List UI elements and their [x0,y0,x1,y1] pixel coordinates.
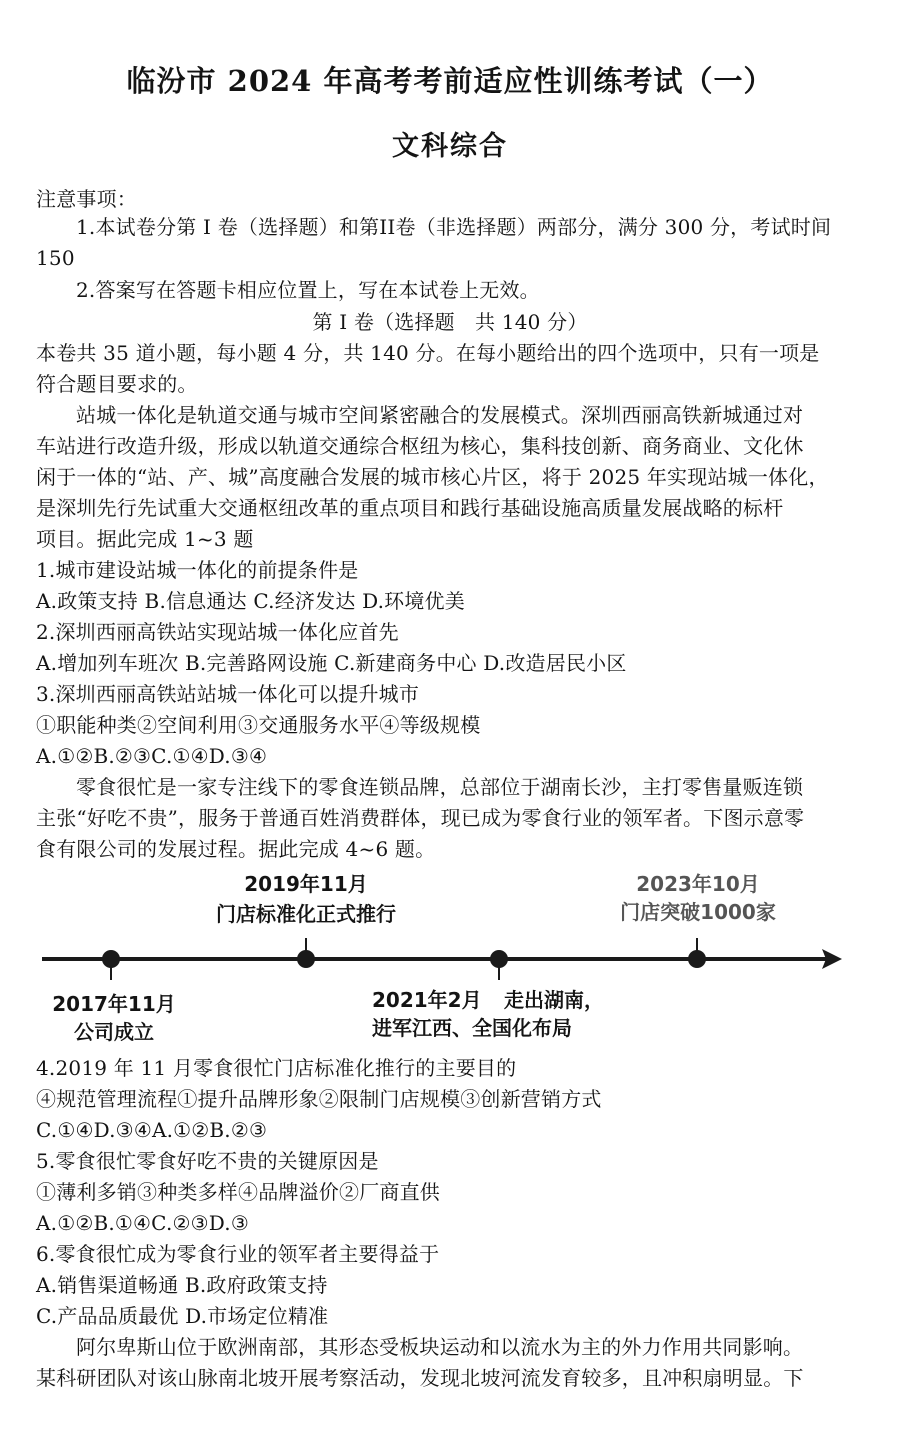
question-options: C.产品品质最优 D.市场定位精准 [36,1304,329,1328]
timeline-dot-2019 [297,950,315,968]
question-items: ①薄利多销③种类多样④品牌溢价②厂商直供 [36,1180,440,1204]
passage-line: 主张“好吃不贵”，服务于普通百姓消费群体，现已成为零食行业的领军者。下图示意零 [36,806,805,830]
event-text-2021: 走出湖南， [504,988,604,1012]
timeline-dot-2023 [688,950,706,968]
event-date-2017: 2017年11月 [52,992,176,1016]
question-options: A.①②B.②③C.①④D.③④ [36,744,268,768]
question-stem: 5.零食很忙零食好吃不贵的关键原因是 [36,1149,379,1173]
passage-line: 车站进行改造升级，形成以轨道交通综合枢纽为核心，集科技创新、商务商业、文化休 [36,434,804,458]
question-items: ④规范管理流程①提升品牌形象②限制门店规模③创新营销方式 [36,1087,602,1111]
event-date-2021: 2021年2月 [372,988,482,1012]
event-date-2023: 2023年10月 [636,872,760,896]
exam-subject: 文科综合 [392,131,508,162]
event-text-2019: 门店标准化正式推行 [216,902,396,926]
passage-line: 是深圳先行先试重大交通枢纽改革的重点项目和践行基础设施高质量发展战略的标杆 [36,496,784,520]
exam-title: 临汾市 2024 年高考考前适应性训练考试（一） [126,64,774,98]
question-stem: 4.2019 年 11 月零食很忙门店标准化推行的主要目的 [36,1056,517,1080]
question-stem: 3.深圳西丽高铁站站城一体化可以提升城市 [36,682,420,706]
notice-item-1-cont: 150 [36,246,75,270]
passage-line: 项目。据此完成 1~3 题 [36,527,254,551]
passage-line: 闲于一体的“站、产、城”高度融合发展的城市核心片区，将于 2025 年实现站城一体化， [36,465,829,489]
question-options: A.销售渠道畅通 B.政府政策支持 [36,1273,328,1297]
question-options: C.①④D.③④A.①②B.②③ [36,1118,268,1142]
question-options: A.政策支持 B.信息通达 C.经济发达 D.环境优美 [36,589,465,613]
question-stem: 1.城市建设站城一体化的前提条件是 [36,558,359,582]
timeline-dot-2021 [490,950,508,968]
section-intro-line: 本卷共 35 道小题，每小题 4 分，共 140 分。在每小题给出的四个选项中，只有一项是 [36,341,820,365]
passage-line: 食有限公司的发展过程。据此完成 4~6 题。 [36,837,436,861]
timeline-dot-2017 [102,950,120,968]
notice-heading: 注意事项： [36,187,137,211]
question-stem: 2.深圳西丽高铁站实现站城一体化应首先 [36,620,399,644]
passage-line: 零食很忙是一家专注线下的零食连锁品牌，总部位于湖南长沙，主打零售量贩连锁 [76,775,804,799]
event-text-2021-cont: 进军江西、全国化布局 [372,1016,572,1040]
question-options: A.增加列车班次 B.完善路网设施 C.新建商务中心 D.改造居民小区 [36,651,627,675]
notice-item-1: 1.本试卷分第 I 卷（选择题）和第II卷（非选择题）两部分，满分 300 分，考试时间 [76,215,832,239]
passage-line: 站城一体化是轨道交通与城市空间紧密融合的发展模式。深圳西丽高铁新城通过对 [76,403,804,427]
development-timeline [0,868,900,1048]
event-text-2017: 公司成立 [74,1020,154,1044]
passage-line: 阿尔卑斯山位于欧洲南部，其形态受板块运动和以流水为主的外力作用共同影响。 [76,1335,804,1359]
section-heading: 第 I 卷（选择题 共 140 分） [312,310,588,334]
question-options: A.①②B.①④C.②③D.③ [36,1211,249,1235]
event-text-2023: 门店突破1000家 [620,900,776,924]
question-items: ①职能种类②空间利用③交通服务水平④等级规模 [36,713,481,737]
event-date-2019: 2019年11月 [244,872,368,896]
notice-item-2: 2.答案写在答题卡相应位置上，写在本试卷上无效。 [76,278,540,302]
passage-line: 某科研团队对该山脉南北坡开展考察活动，发现北坡河流发育较多，且冲积扇明显。下 [36,1366,804,1390]
question-stem: 6.零食很忙成为零食行业的领军者主要得益于 [36,1242,440,1266]
section-intro-line: 符合题目要求的。 [36,372,198,396]
